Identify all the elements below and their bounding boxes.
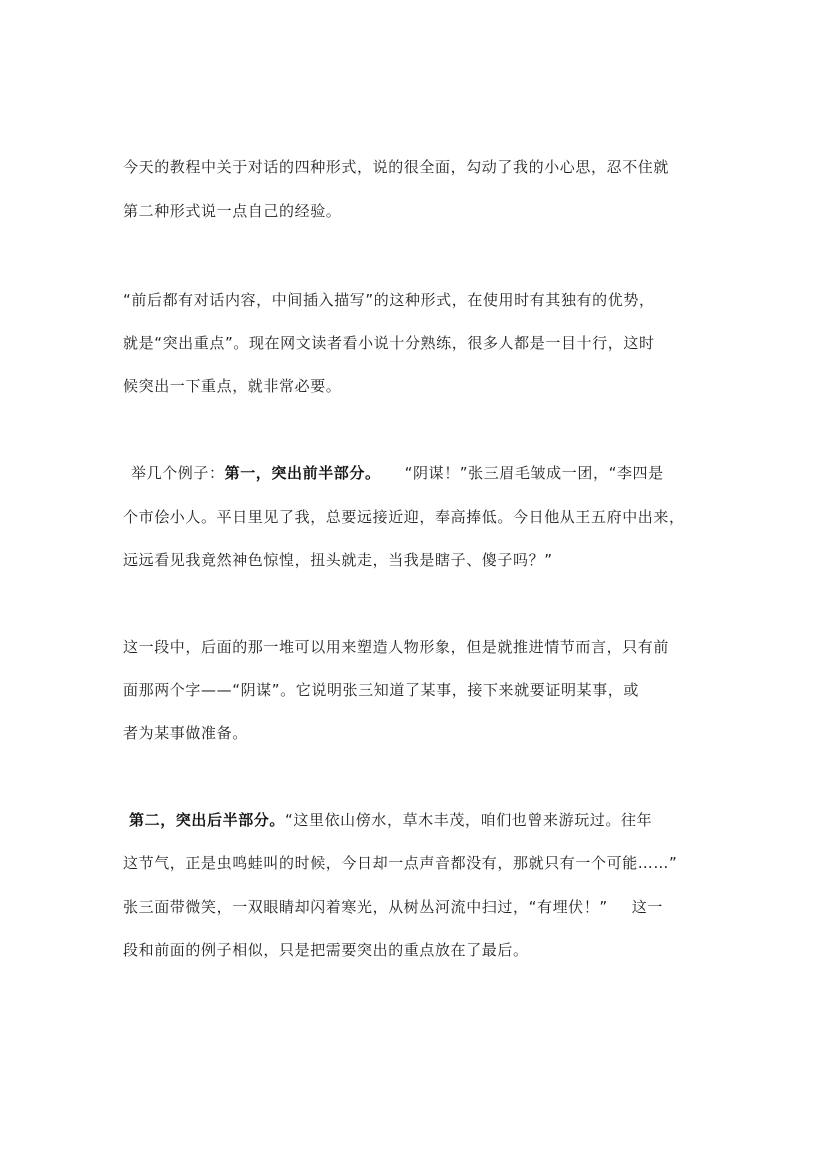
paragraph-4-line-1: 这一段中，后面的那一堆可以用来塑造人物形象，但是就推进情节而言，只有前 [123, 638, 670, 656]
paragraph-3-line-3: 远远看见我竟然神色惊惶，扭头就走，当我是瞎子、傻子吗？” [123, 551, 553, 569]
example-2-quote-start: “这里依山傍水，草木丰茂，咱们也曾来游玩过。往年 [285, 811, 653, 829]
paragraph-5-line-1 [129, 810, 719, 830]
example-1-heading: 第一，突出前半部分。 [224, 464, 381, 482]
paragraph-4-line-3: 者为某事做准备。 [123, 724, 248, 742]
paragraph-5-line-2: 这节气，正是虫鸣蛙叫的时候，今日却一点声音都没有，那就只有一个可能……” [123, 854, 678, 872]
paragraph-4-line-2: 面那两个字——“阴谋”。它说明张三知道了某事，接下来就要证明某事，或 [123, 681, 639, 699]
paragraph-2-line-3: 候突出一下重点，就非常必要。 [123, 377, 342, 395]
paragraph-3-line-1 [131, 463, 721, 483]
paragraph-2-line-2: 就是“突出重点”。现在网文读者看小说十分熟练，很多人都是一目十行，这时 [123, 334, 655, 352]
paragraph-3-line-2: 个市侩小人。平日里见了我，总要远接近迎，奉高捧低。今日他从王五府中出来， [123, 508, 685, 526]
paragraph-5-line-3 [123, 897, 713, 917]
paragraph-5-line-4: 段和前面的例子相似，只是把需要突出的重点放在了最后。 [123, 941, 529, 959]
paragraph-2-line-1: “前后都有对话内容，中间插入描写”的这种形式，在使用时有其独有的优势， [123, 291, 655, 309]
example-2-heading: 第二，突出后半部分。 [129, 811, 286, 829]
example-1-quote-start: “阴谋！”张三眉毛皱成一团，“李四是 [404, 464, 664, 482]
example-intro-text: 举几个例子： [131, 464, 225, 482]
paragraph-1-line-1: 今天的教程中关于对话的四种形式，说的很全面，勾动了我的小心思，忍不住就 [123, 158, 670, 176]
example-2-quote-end: 张三面带微笑，一双眼睛却闪着寒光，从树丛河流中扫过，“有埋伏！” [123, 898, 608, 916]
paragraph-1-line-2: 第二种形式说一点自己的经验。 [123, 202, 342, 220]
example-2-commentary-start: 这一 [631, 898, 663, 916]
